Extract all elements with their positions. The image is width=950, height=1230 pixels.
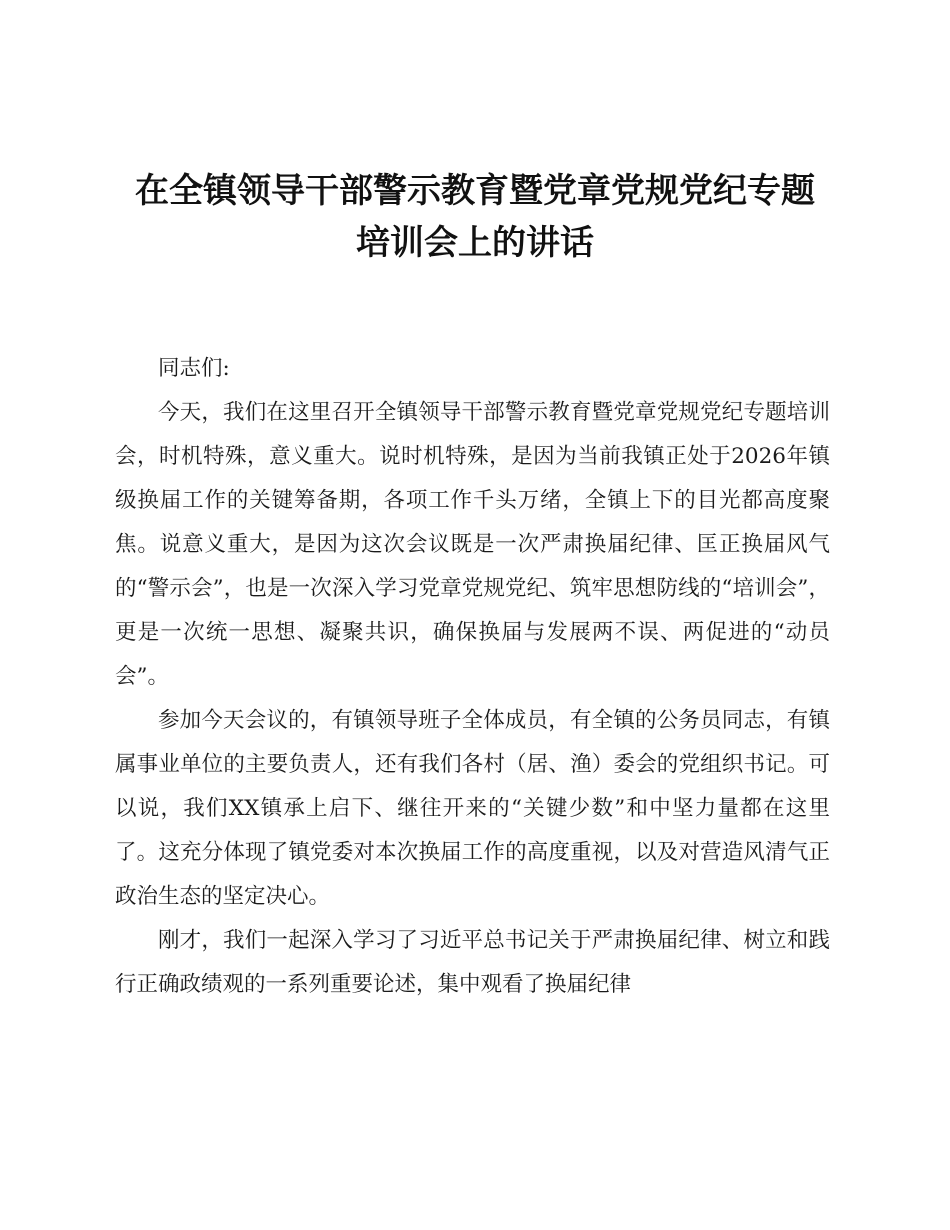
title-line-2: 培训会上的讲话 bbox=[356, 223, 594, 263]
paragraph-3: 刚才，我们一起深入学习了习近平总书记关于严肃换届纪律、树立和践行正确政绩观的一系列重要论述，集中观看了换届纪律 bbox=[115, 928, 830, 997]
document-body bbox=[115, 347, 830, 1007]
salutation: 同志们: bbox=[158, 356, 230, 381]
title-line-1: 在全镇领导干部警示教育暨党章党规党纪专题 bbox=[135, 171, 815, 211]
paragraph-2: 参加今天会议的，有镇领导班子全体成员，有全镇的公务员同志，有镇属事业单位的主要负责人，还有我们各村（居、渔）委会的党组织书记。可以说，我们XX镇承上启下、继往开来的“关键少数”和中坚力量都在这里了。这充分体现了镇党委对本次换届工作的高度重视，以及对营造风清气正政治生态的坚定决心。 bbox=[115, 708, 830, 909]
paragraph-1: 今天，我们在这里召开全镇领导干部警示教育暨党章党规党纪专题培训会，时机特殊，意义重大。说时机特殊，是因为当前我镇正处于2026年镇级换届工作的关键筹备期，各项工作千头万绪，全镇上下的目光都高度聚焦。说意义重大，是因为这次会议既是一次严肃换届纪律、匡正换届风气的“警示会”，也是一次深入学习党章党规党纪、筑牢思想防线的“培训会”，更是一次统一思想、凝聚共识，确保换届与发展两不误、两促进的“动员会”。 bbox=[115, 400, 830, 689]
document-title bbox=[80, 165, 870, 269]
